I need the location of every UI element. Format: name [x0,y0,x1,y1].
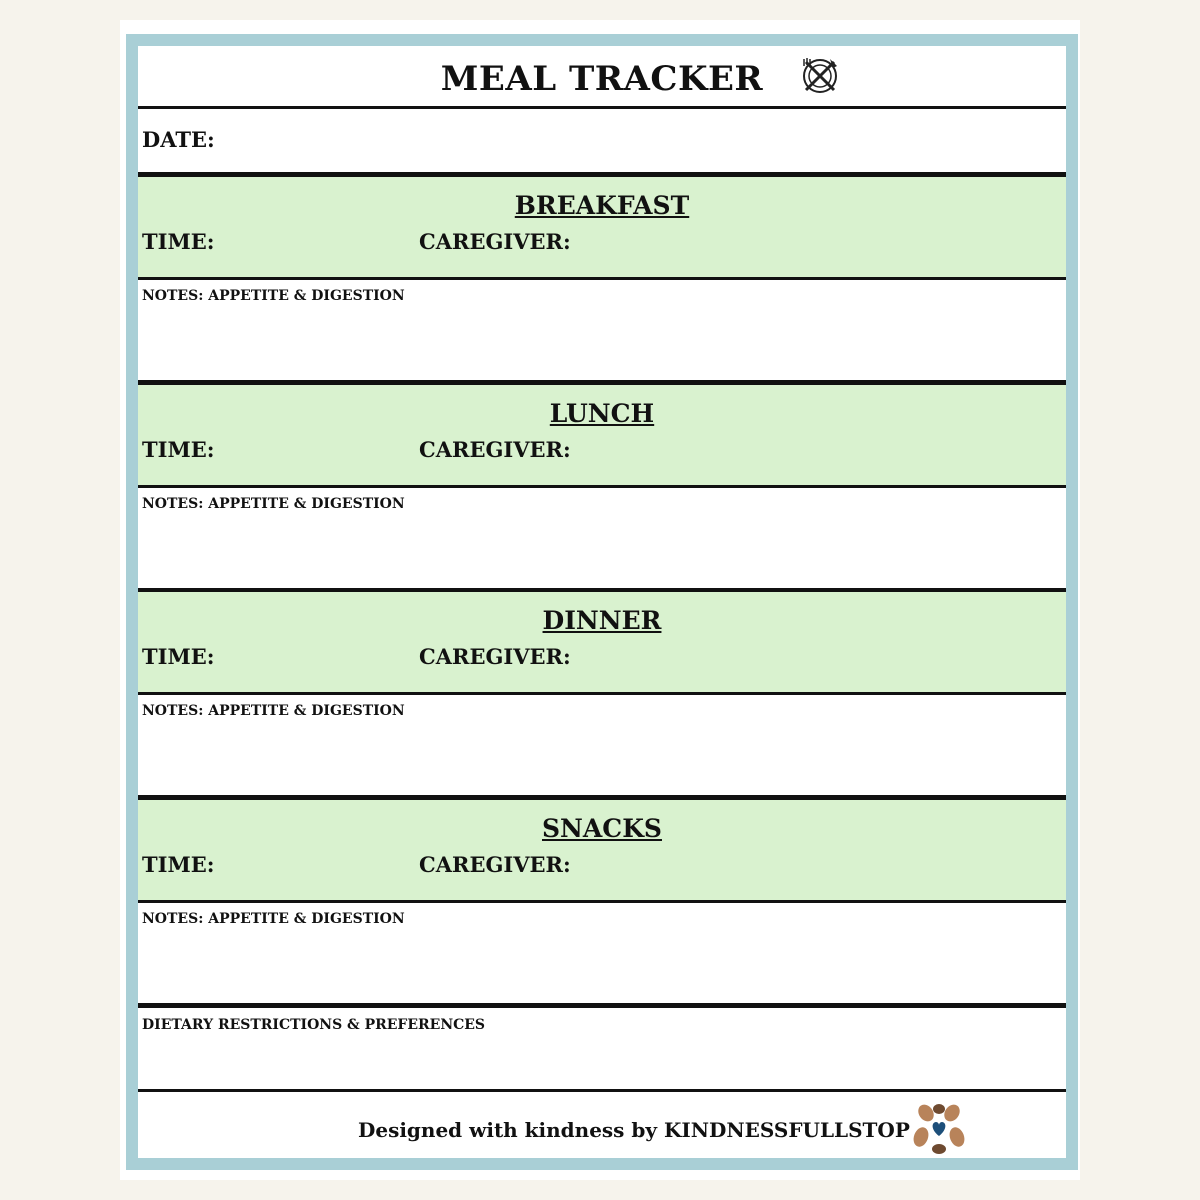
caregiver-label: CAREGIVER: [419,852,571,877]
dietary-label: DIETARY RESTRICTIONS & PREFERENCES [142,1017,486,1033]
date-label: DATE: [142,127,215,152]
notes-label: NOTES: APPETITE & DIGESTION [142,288,405,304]
notes-area [138,903,1066,1008]
time-label: TIME: [142,437,215,462]
meal-title: SNACKS [542,814,662,843]
meal-header [138,800,1066,903]
notes-label: NOTES: APPETITE & DIGESTION [142,496,405,512]
time-label: TIME: [142,852,215,877]
meal-title: LUNCH [549,399,655,428]
cutlery-icon [800,56,840,96]
meal-header [138,385,1066,488]
caregiver-label: CAREGIVER: [419,437,571,462]
meal-header [138,177,1066,280]
tracker-sheet [120,20,1080,1180]
dietary-section [138,1006,1066,1092]
notes-label: NOTES: APPETITE & DIGESTION [142,911,405,927]
meal-header [138,592,1066,695]
title-row [138,46,1066,109]
tracker-frame [126,34,1078,1170]
caregiver-label: CAREGIVER: [419,229,571,254]
notes-area [138,695,1066,800]
date-row [138,109,1066,177]
time-label: TIME: [142,644,215,669]
caregiver-label: CAREGIVER: [419,644,571,669]
hands-heart-logo [912,1103,966,1155]
meal-title: BREAKFAST [514,191,690,220]
meal-title: DINNER [542,606,662,635]
time-label: TIME: [142,229,215,254]
page-title: MEAL TRACKER [440,59,764,99]
notes-area [138,488,1066,593]
footer [138,1092,1066,1158]
notes-label: NOTES: APPETITE & DIGESTION [142,703,405,719]
notes-area [138,280,1066,385]
footer-credit: Designed with kindness by KINDNESSFULLSTOP [358,1118,910,1142]
